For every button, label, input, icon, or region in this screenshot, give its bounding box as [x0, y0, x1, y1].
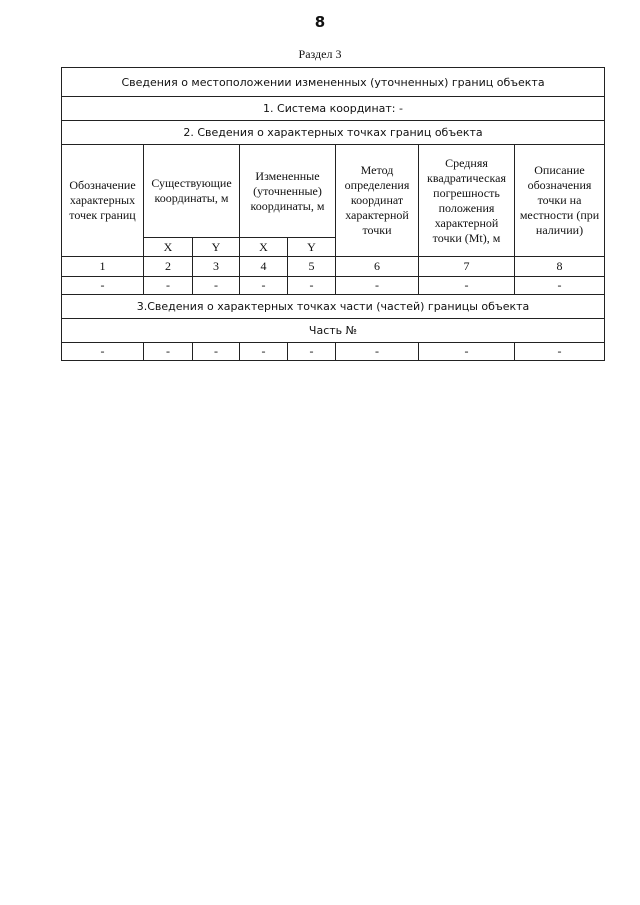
column-number: 6 [336, 257, 419, 277]
table-cell: - [193, 343, 240, 361]
table-title: Сведения о местоположении измененных (уточненных) границ объекта [62, 68, 605, 97]
col-changed-header: Измененные (уточненные) координаты, м [240, 145, 336, 238]
col-description-header: Описание обозначения точки на местности (при наличии) [515, 145, 605, 257]
column-number: 2 [144, 257, 193, 277]
changed-x-header: X [240, 238, 288, 257]
column-number: 8 [515, 257, 605, 277]
table-cell: - [144, 343, 193, 361]
part-section-header: 3.Сведения о характерных точках части (частей) границы объекта [62, 295, 605, 319]
table-cell: - [62, 343, 144, 361]
table-cell: - [240, 343, 288, 361]
table-row [62, 277, 605, 295]
table-cell: - [336, 343, 419, 361]
table-cell: - [419, 343, 515, 361]
column-number: 1 [62, 257, 144, 277]
existing-y-header: Y [193, 238, 240, 257]
table-cell: - [515, 277, 605, 295]
table-cell: - [336, 277, 419, 295]
column-number: 4 [240, 257, 288, 277]
table-row [62, 343, 605, 361]
page-number: 8 [314, 13, 326, 31]
col-existing-header: Существующие координаты, м [144, 145, 240, 238]
table-cell: - [193, 277, 240, 295]
col-method-header: Метод определения координат характерной точки [336, 145, 419, 257]
table-cell: - [419, 277, 515, 295]
existing-x-header: X [144, 238, 193, 257]
column-number: 3 [193, 257, 240, 277]
col-rmse-header: Средняя квадратическая погрешность положения характерной точки (Mt), м [419, 145, 515, 257]
table-cell: - [62, 277, 144, 295]
table-cell: - [288, 343, 336, 361]
points-section-header: 2. Сведения о характерных точках границ объекта [62, 121, 605, 145]
table-cell: - [240, 277, 288, 295]
coord-system-row: 1. Система координат: - [62, 97, 605, 121]
table-cell: - [515, 343, 605, 361]
col-designation-header: Обозначение характерных точек границ [62, 145, 144, 257]
column-number: 7 [419, 257, 515, 277]
table-cell: - [144, 277, 193, 295]
table-cell: - [288, 277, 336, 295]
changed-y-header: Y [288, 238, 336, 257]
section-label: Раздел 3 [298, 47, 342, 61]
column-numbers-row [62, 257, 605, 277]
part-number-row: Часть № [62, 319, 605, 343]
column-number: 5 [288, 257, 336, 277]
boundary-points-table [61, 67, 605, 361]
